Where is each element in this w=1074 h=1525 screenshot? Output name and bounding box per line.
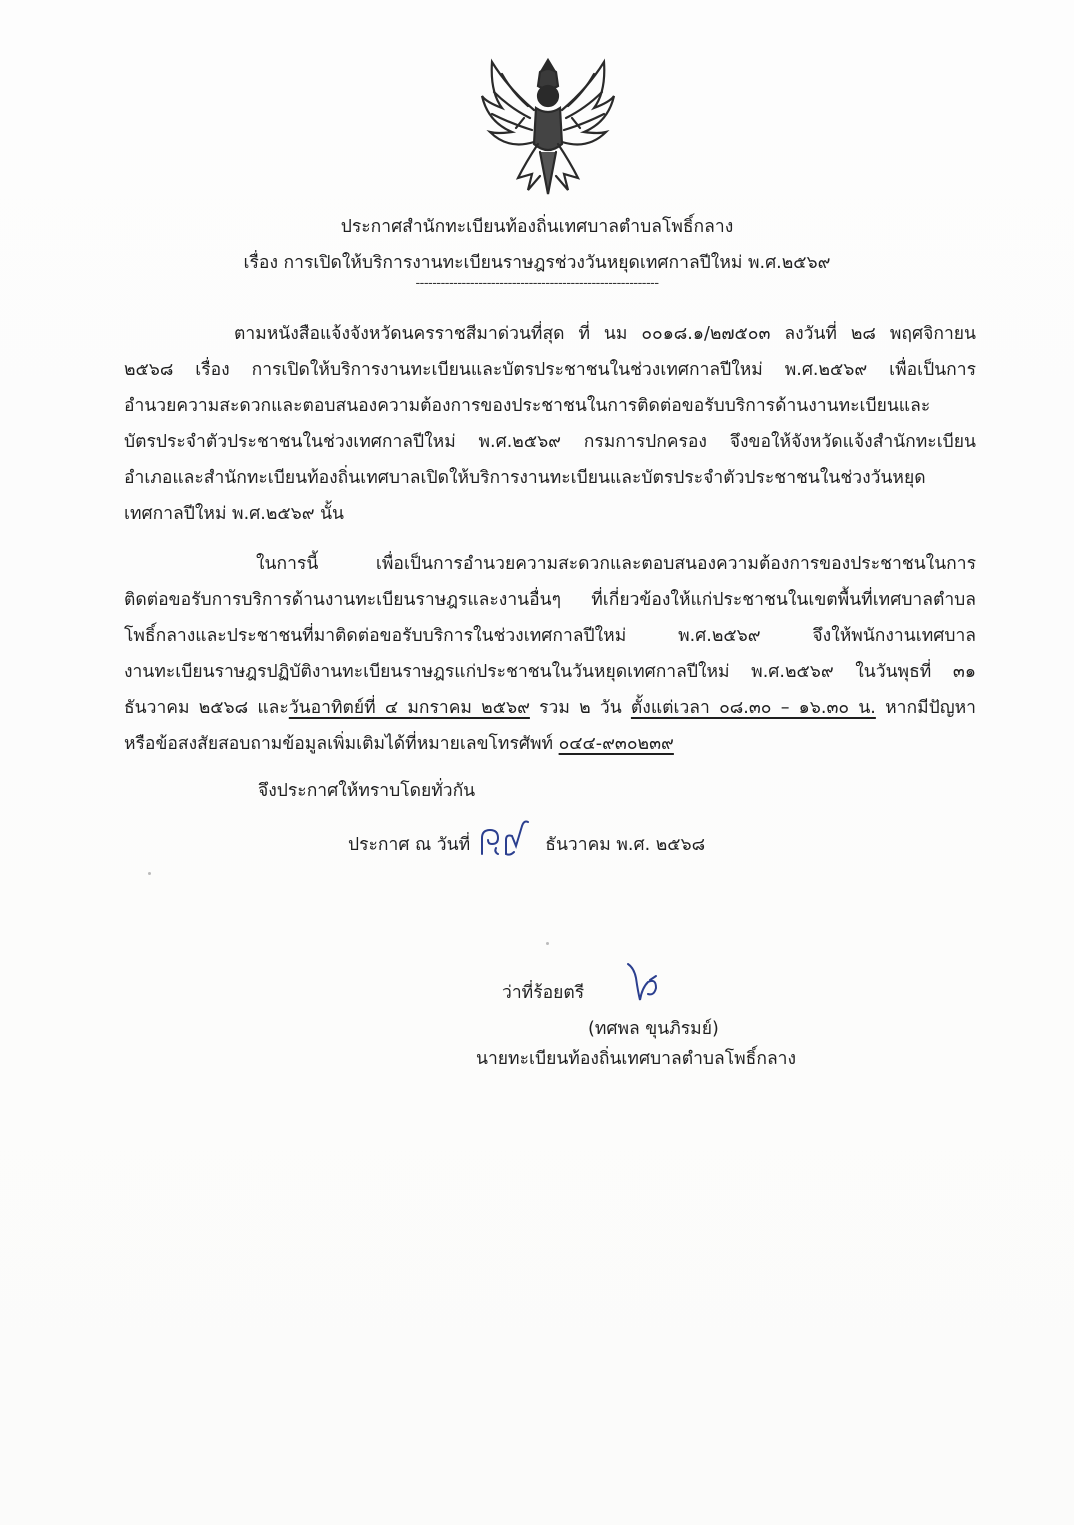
handwritten-day [476, 816, 538, 860]
closing-statement: จึงประกาศให้ทราบโดยทั่วกัน [258, 781, 476, 801]
paragraph-line: ในการนี้ เพื่อเป็นการอำนวยความสะดวกและตอบสนองความต้องการของประชาชนในการ [256, 554, 976, 574]
signer-rank: ว่าที่ร้อยตรี [502, 983, 585, 1003]
paragraph-line: บัตรประจำตัวประชาชนในช่วงเทศกาลปีใหม่ พ.ศ.๒๕๖๙ กรมการปกครอง จึงขอให้จังหวัดแจ้งสำนักทะเบียน [124, 432, 976, 452]
paragraph-line [124, 690, 976, 726]
paper-speck [148, 872, 151, 875]
text-segment: หรือข้อสงสัยสอบถามข้อมูลเพิ่มเติมได้ที่หมายเลขโทรศัพท์ [124, 734, 559, 754]
text-segment: ธันวาคม ๒๕๖๘ และ [124, 698, 289, 718]
paragraph-line: อำนวยความสะดวกและตอบสนองความต้องการของประชาชนในการติดต่อขอรับบริการด้านงานทะเบียนและ [124, 396, 931, 416]
date-prefix: ประกาศ ณ วันที่ [348, 835, 471, 855]
text-segment: หากมีปัญหา [875, 698, 976, 718]
signer-name: (ทศพล ขุนภิรมย์) [588, 1019, 719, 1039]
announcement-subject: เรื่อง การเปิดให้บริการงานทะเบียนราษฎรช่วงวันหยุดเทศกาลปีใหม่ พ.ศ.๒๕๖๙ [243, 253, 831, 273]
paragraph-line: ตามหนังสือแจ้งจังหวัดนครราชสีมาด่วนที่สุด ที่ นม ๐๐๑๘.๑/๒๗๕๐๓ ลงวันที่ ๒๘ พฤศจิกายน [234, 324, 976, 344]
handwritten-signature [620, 958, 670, 1008]
paragraph-line [124, 726, 976, 762]
text-segment: รวม ๒ วัน [529, 698, 631, 718]
paper-speck [546, 942, 549, 945]
underlined-service-hours: ตั้งแต่เวลา ๐๘.๓๐ – ๑๖.๓๐ น. [630, 698, 876, 718]
signer-position: นายทะเบียนท้องถิ่นเทศบาลตำบลโพธิ์กลาง [476, 1049, 797, 1069]
paragraph-line: ติดต่อขอรับการบริการด้านงานทะเบียนราษฎรและงานอื่นๆ ที่เกี่ยวข้องให้แก่ประชาชนในเขตพื้นที่เทศบาลตำบล [124, 590, 976, 610]
paragraph-reference [124, 316, 976, 532]
paragraph-line: โพธิ์กลางและประชาชนที่มาติดต่อขอรับบริการในช่วงเทศกาลปีใหม่ พ.ศ.๒๕๖๙ จึงให้พนักงานเทศบาล [124, 626, 976, 646]
date-month-year: ธันวาคม พ.ศ. ๒๕๖๘ [545, 835, 706, 855]
paragraph-line: อำเภอและสำนักทะเบียนท้องถิ่นเทศบาลเปิดให้บริการงานทะเบียนและบัตรประจำตัวประชาชนในช่วงวันหยุด [124, 468, 926, 488]
garuda-emblem-icon [478, 52, 618, 200]
title-separator: ---------------------------------------------------------- [415, 276, 659, 291]
paragraph-line: ๒๕๖๘ เรื่อง การเปิดให้บริการงานทะเบียนและบัตรประชาชนในช่วงเทศกาลปีใหม่ พ.ศ.๒๕๖๙ เพื่อเป็นการ [124, 360, 976, 380]
paragraph-line: งานทะเบียนราษฎรปฏิบัติงานทะเบียนราษฎรแก่ประชาชนในวันหยุดเทศกาลปีใหม่ พ.ศ.๒๕๖๙ ในวันพุธที่ ๓๑ [124, 662, 976, 682]
paragraph-line: เทศกาลปีใหม่ พ.ศ.๒๕๖๙ นั้น [124, 504, 345, 524]
announcement-title: ประกาศสำนักทะเบียนท้องถิ่นเทศบาลตำบลโพธิ์กลาง [340, 217, 734, 237]
underlined-phone-number: ๐๔๔-๙๓๐๒๓๙ [558, 734, 674, 754]
paragraph-service-details [124, 546, 976, 762]
underlined-date: วันอาทิตย์ที่ ๔ มกราคม ๒๕๖๙ [288, 698, 530, 718]
